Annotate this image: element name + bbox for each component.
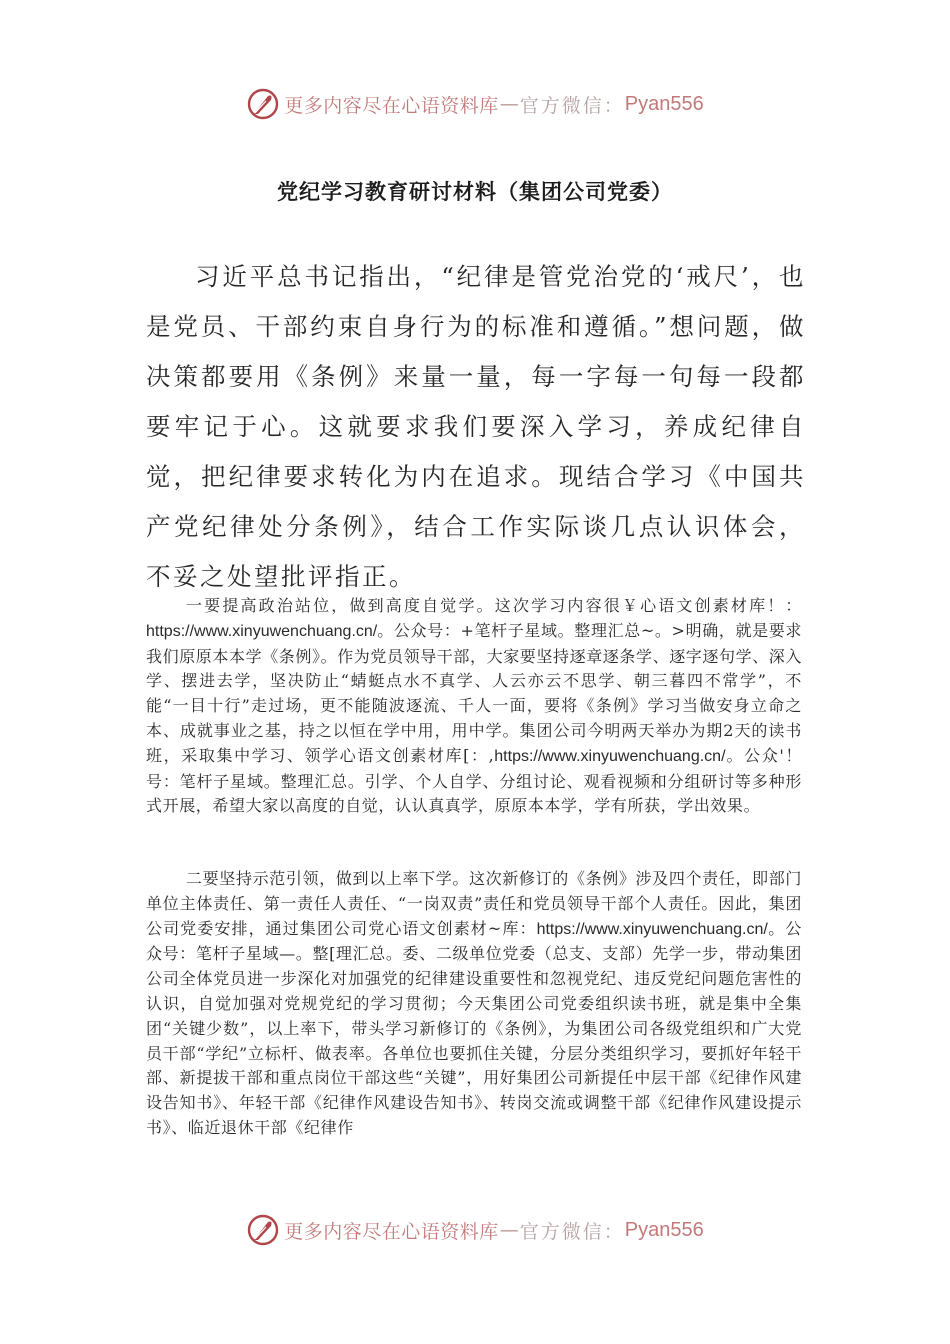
footer-watermark-banner <box>0 1210 950 1250</box>
header-watermark-banner <box>0 84 950 124</box>
p2-text-b: 。公众号：笔杆子星域—。整[理汇总。委、二级单位党委（总支、支部）先学一步，带动集团公司全体党员进一步深化对加强党的纪律建设重要性和忽视党纪、违反党纪问题危害性的认识，自觉加强对党规党纪的学习贯彻；今天集团公司党委组织读书班，就是集中全集团“关键少数”，以上率下，带头学习新修订的《条例》，为集团公司各级党组织和广大党员干部“学纪”立标杆、做表率。各单位也要抓住关键，分层分类组织学习，要抓好年轻干部、新提拔干部和重点岗位干部这些“关键”，用好集团公司新提任中层干部《纪律作风建设告知书》、年轻干部《纪律作风建设告知书》、转岗交流或调整干部《纪律作风建设提示书》、临近退休干部《纪律作 <box>146 918 803 1137</box>
banner-separator: — <box>499 93 519 115</box>
p1-text-a: 一要提高政治站位，做到高度自觉学。这次学习内容很￥心语文创素材库！： <box>186 596 802 615</box>
p1-url-2: https://www.xinyuwenchuang.cn/ <box>494 747 726 765</box>
banner-wechat-id: Pyan556 <box>624 1218 704 1241</box>
p2-url: https://www.xinyuwenchuang.cn/ <box>536 920 768 938</box>
banner-official-label: 官方微信： <box>519 94 625 117</box>
banner-text: 更多内容尽在心语资料库 <box>284 94 499 117</box>
banner-separator: — <box>499 1219 519 1241</box>
p2-text-a: 二要坚持示范引领，做到以上率下学。这次新修订的《条例》涉及四个责任，即部门单位主体责任、第一责任人责任、“一岗双责”责任和党员领导干部个人责任。因此，集团公司党委安排，通过集团公司党心语文创素材~库： <box>146 869 802 938</box>
intro-paragraph: 习近平总书记指出，“纪律是管党治党的‘戒尺’，也是党员、干部约束自身行为的标准和遵循。”想问题，做决策都要用《条例》来量一量，每一字每一句每一段都要牢记于心。这就要求我们要深入学习，养成纪律自觉，把纪律要求转化为内在追求。现结合学习《中国共产党纪律处分条例》，结合工作实际谈几点认识体会，不妥之处望批评指正。 <box>146 262 806 591</box>
banner-wechat-id: Pyan556 <box>624 92 704 115</box>
p1-url-1: https://www.xinyuwenchuang.cn/ <box>146 622 378 640</box>
quill-logo-icon <box>246 87 280 121</box>
banner-text: 更多内容尽在心语资料库 <box>284 1220 499 1243</box>
p1-text-b: 。公众号：+笔杆子星域。整理汇总~。>明确，就是要求我们原原本本学《条例》。作为党员领导干部，大家要坚持逐章逐条学、逐字逐句学、深入学、摆进去学，坚决防止“蜻蜓点水不真学、人云亦云不思学、朝三暮四不常学”，不能“一目十行”走过场，更不能随波逐流、千人一面，要将《条例》学习当做安身立命之本、成就事业之基，持之以恒在学中用，用中学。集团公司今明两天举办为期2天的读书班，采取集中学习、领学心语文创素材库[：, <box>146 620 803 765</box>
document-title: 党纪学习教育研讨材料（集团公司党委） <box>277 180 673 204</box>
p1-text-c: 。公众'！号：笔杆子星域。整理汇总。引学、个人自学、分组讨论、观看视频和分组研讨等多种形式开展，希望大家以高度的自觉，认认真真学，原原本本学，学有所获，学出效果。 <box>146 745 802 816</box>
banner-official-label: 官方微信： <box>519 1220 625 1243</box>
body-paragraph-1 <box>146 594 802 819</box>
body-paragraph-2 <box>146 867 802 1141</box>
quill-logo-icon <box>246 1213 280 1247</box>
